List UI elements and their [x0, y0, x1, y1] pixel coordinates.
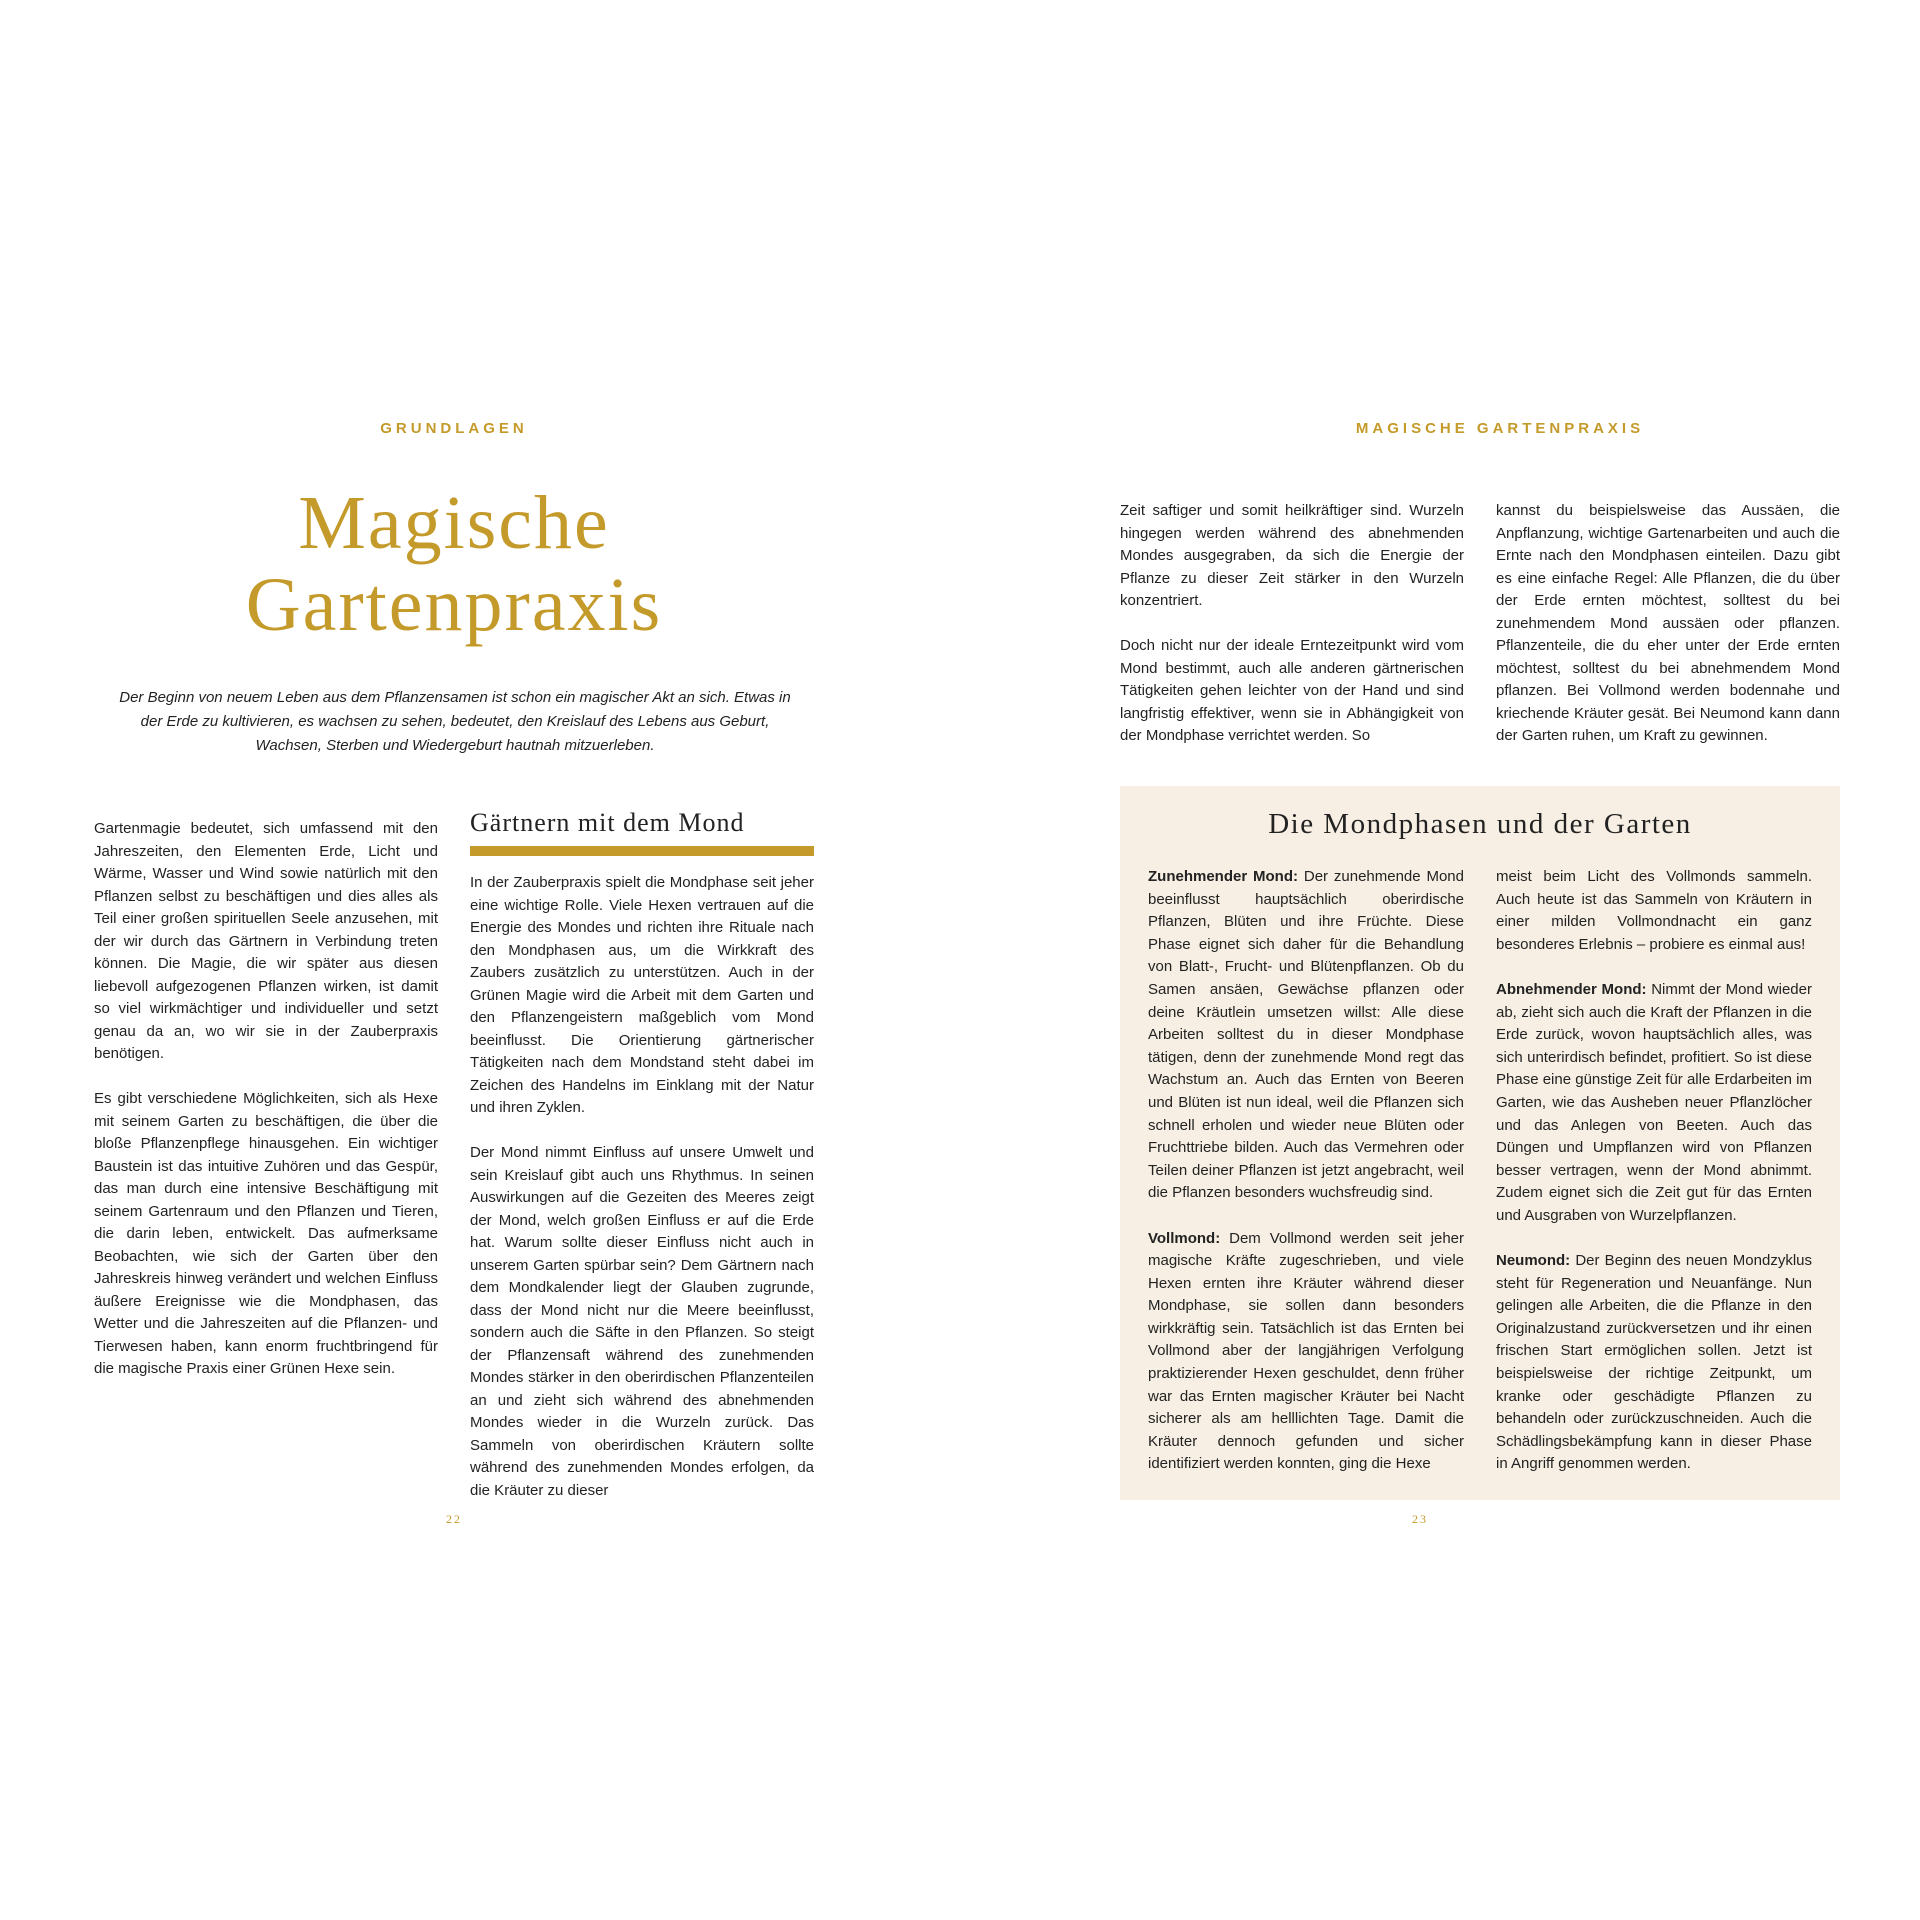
- running-head: GRUNDLAGEN: [380, 420, 528, 437]
- moon-phase-text: Der Beginn des neuen Mondzyklus steht für Regeneration und Neuanfänge. Nun gelingen alle Arbeiten, die die Pflanze in den Originalzustand zurückversetzen und ihr einen frischen Start ermöglichen sollen. Jetzt ist beispielsweise der richtige Zeitpunkt, um kranke oder geschädigte Pflanzen zu behandeln oder zurückzuschneiden. Auch die Schädlingsbekämpfung kann in dieser Phase in Angriff genommen werden.: [1496, 1252, 1812, 1473]
- moon-phase-text: Nimmt der Mond wieder ab, zieht sich auch die Kraft der Pflanzen in die Erde zurück, wovon hauptsächlich alles, was sich unterirdisch befindet, profitiert. So ist diese Phase eine günstige Zeit für alle Erdarbeiten im Garten, wie das Ausheben neuer Pflanzlöcher und das Anlegen von Beeten. Auch das Düngen und Umpflanzen wird von Pflanzen besser vertragen, wenn der Mond abnimmt. Zudem eignet sich die Zeit gut für das Ernten und Ausgraben von Wurzelpflanzen.: [1496, 980, 1813, 1224]
- moon-phase-entry: [1496, 866, 1812, 956]
- moon-phase-entry: [1148, 866, 1464, 1205]
- moon-phase-text: Der zunehmende Mond beeinflusst hauptsächlich oberirdische Pflanzen, Blüten und ihre Früchte. Diese Phase eignet sich daher für die Behandlung von Blatt-, Frucht- und Blütenpflanzen. Ob du Samen ansäen, Gewächse pflanzen oder deine Kräutlein umsetzen willst: Alle diese Arbeiten solltest du in dieser Mondphase tätigen, denn der zunehmende Mond regt das Wachstum an. Auch das Ernten von Beeren und Blüten ist nun ideal, weil die Pflanzen sich schnell erholen und wieder neue Blüten oder Fruchttriebe bilden. Auch das Vermehren oder Teilen deiner Pflanzen ist jetzt angebracht, weil die Pflanzen besonders wuchsfreudig sind.: [1148, 868, 1464, 1202]
- right-column-2: [1496, 500, 1840, 770]
- running-head: MAGISCHE GARTENPRAXIS: [1355, 420, 1645, 437]
- right-column-1: [1120, 500, 1464, 770]
- page-number: 23: [1412, 1512, 1428, 1526]
- section-rule: [470, 846, 814, 856]
- moon-phase-term: Vollmond:: [1148, 1229, 1221, 1247]
- body-paragraph: kannst du beispielsweise das Aussäen, die Anpflanzung, wichtige Gartenarbeiten und auch die Ernte nach den Mondphasen einteilen. Dazu gibt es eine einfache Regel: Alle Pflanzen, die du über der Erde ernten möchtest, solltest du bei zunehmendem Mond aussäen oder pflanzen. Pflanzenteile, die du eher unter der Erde ernten möchtest, solltest du bei abnehmendem Mond pflanzen. Bei Vollmond werden bodennahe und kriechende Kräuter gesät. Bei Neumond kann dann der Garten ruhen, um Kraft zu gewinnen.: [1496, 502, 1840, 744]
- body-paragraph: In der Zauberpraxis spielt die Mondphase seit jeher eine wichtige Rolle. Viele Hexen vertrauen auf die Energie des Mondes und richten ihre Rituale nach den Mondphasen aus, um die Wirkkraft des Zaubers zusätzlich zu unterstützen. Auch in der Grünen Magie wird die Arbeit mit dem Garten und den Pflanzengeistern maßgeblich vom Mond beeinflusst. Die Orientierung gärtnerischer Tätigkeiten nach dem Mondstand steht dabei im Zeichen des Handelns im Einklang mit der Natur und ihren Zyklen.: [470, 874, 814, 1116]
- body-paragraph: Es gibt verschiedene Möglichkeiten, sich als Hexe mit seinem Garten zu beschäftigen, die über die bloße Pflanzenpflege hinausgehen. Ein wichtiger Baustein ist das intuitive Zuhören und das Gespür, das man durch eine intensive Beschäftigung mit seinem Gartenraum und den Pflanzen und Tieren, die darin leben, entwickelt. Das aufmerksame Beobachten, wie sich der Garten über den Jahreskreis hinweg verändert und welchen Einfluss äußere Ereignisse wie die Mondphasen, das Wetter und die Jahreszeiten auf die Pflanzen- und Tierwesen haben, kann enorm fruchtbringend für die magische Praxis einer Grünen Hexe sein.: [94, 1090, 438, 1377]
- moon-phase-entry: [1148, 1228, 1464, 1477]
- moon-phase-term: Abnehmender Mond:: [1496, 980, 1647, 998]
- info-box-column-2: [1496, 866, 1812, 1499]
- info-box: [1120, 786, 1840, 1500]
- info-box-column-1: [1148, 866, 1464, 1499]
- moon-phase-text: Dem Vollmond werden seit jeher magische Kräfte zugeschrieben, und viele Hexen ernten ihre Kräuter während dieser Mondphase, sie sollen dann besonders wirkkräftig sein. Tatsächlich ist das Ernten bei Vollmond aber der langjährigen Verfolgung praktizierender Hexen geschuldet, denn früher war das Ernten magischer Kräuter bei Nacht sicherer als am helllichten Tage. Damit die Kräuter dennoch gefunden und sicher identifiziert werden konnten, ging die Hexe: [1148, 1229, 1464, 1473]
- moon-phase-text: meist beim Licht des Vollmonds sammeln. Auch heute ist das Sammeln von Kräutern in einer milden Vollmondnacht ein ganz besonderes Erlebnis – probiere es einmal aus!: [1496, 868, 1812, 953]
- body-paragraph: Gartenmagie bedeutet, sich umfassend mit den Jahreszeiten, den Elementen Erde, Licht und Wärme, Wasser und Wind sowie natürlich mit den Pflanzen selbst zu beschäftigen und dies alles als Teil einer großen spirituellen Seele anzusehen, mit der wir durch das Gärtnern in Verbindung treten können. Die Magie, die wir später aus diesen liebevoll aufgezogenen Pflanzen wirken, ist damit so viel wirkmächtiger und individueller und setzt genau da an, wo wir sie in der Zauberpraxis benötigen.: [94, 820, 438, 1062]
- page-number: 22: [446, 1512, 462, 1526]
- moon-phase-term: Neumond:: [1496, 1252, 1571, 1270]
- chapter-title-line-1: Magische: [298, 481, 610, 565]
- body-paragraph: Doch nicht nur der ideale Erntezeitpunkt wird vom Mond bestimmt, auch alle anderen gärtnerischen Tätigkeiten gehen leichter von der Hand und sind langfristig effektiver, wenn sie in Abhängigkeit von der Mondphase verrichtet werden. So: [1120, 637, 1464, 744]
- moon-phase-entry: [1496, 1250, 1812, 1476]
- right-page: [960, 0, 1920, 1920]
- moon-phase-entry: [1496, 979, 1812, 1228]
- chapter-title-line-2: Gartenpraxis: [245, 563, 663, 647]
- info-box-title: Die Mondphasen und der Garten: [1268, 808, 1692, 840]
- section-heading: Gärtnern mit dem Mond: [470, 808, 745, 837]
- intro-paragraph: Der Beginn von neuem Leben aus dem Pflanzensamen ist schon ein magischer Akt an sich. Etwas in der Erde zu kultivieren, es wachsen zu sehen, bedeutet, den Kreislauf des Lebens aus Geburt, Wachsen, Sterben und Wiedergeburt hautnah mitzuerleben.: [119, 689, 791, 754]
- chapter-title: [94, 482, 814, 646]
- body-paragraph: Der Mond nimmt Einfluss auf unsere Umwelt und sein Kreislauf gibt auch uns Rhythmus. In seinen Auswirkungen auf die Gezeiten des Meeres zeigt der Mond, welch großen Einfluss er auf die Erde hat. Warum sollte dieser Einfluss nicht auch in unserem Garten spürbar sein? Dem Gärtnern nach dem Mondkalender liegt der Glauben zugrunde, dass der Mond nicht nur die Meere beeinflusst, sondern auch die Säfte in den Pflanzen. So steigt der Pflanzensaft während des zunehmenden Mondes stärker in den oberirdischen Pflanzenteilen an und zieht sich während des abnehmenden Mondes wieder in die Wurzeln zurück. Das Sammeln von oberirdischen Kräutern sollte während des zunehmenden Mondes erfolgen, da die Kräuter zu dieser: [470, 1144, 814, 1499]
- moon-phase-term: Zunehmender Mond:: [1148, 868, 1299, 885]
- body-paragraph: Zeit saftiger und somit heilkräftiger sind. Wurzeln hingegen werden während des abnehmenden Mondes ausgegraben, da sich die Energie der Pflanze zu dieser Zeit stärker in den Wurzeln konzentriert.: [1120, 502, 1464, 609]
- left-column-2: [470, 808, 814, 1525]
- left-column-1: [94, 818, 438, 1403]
